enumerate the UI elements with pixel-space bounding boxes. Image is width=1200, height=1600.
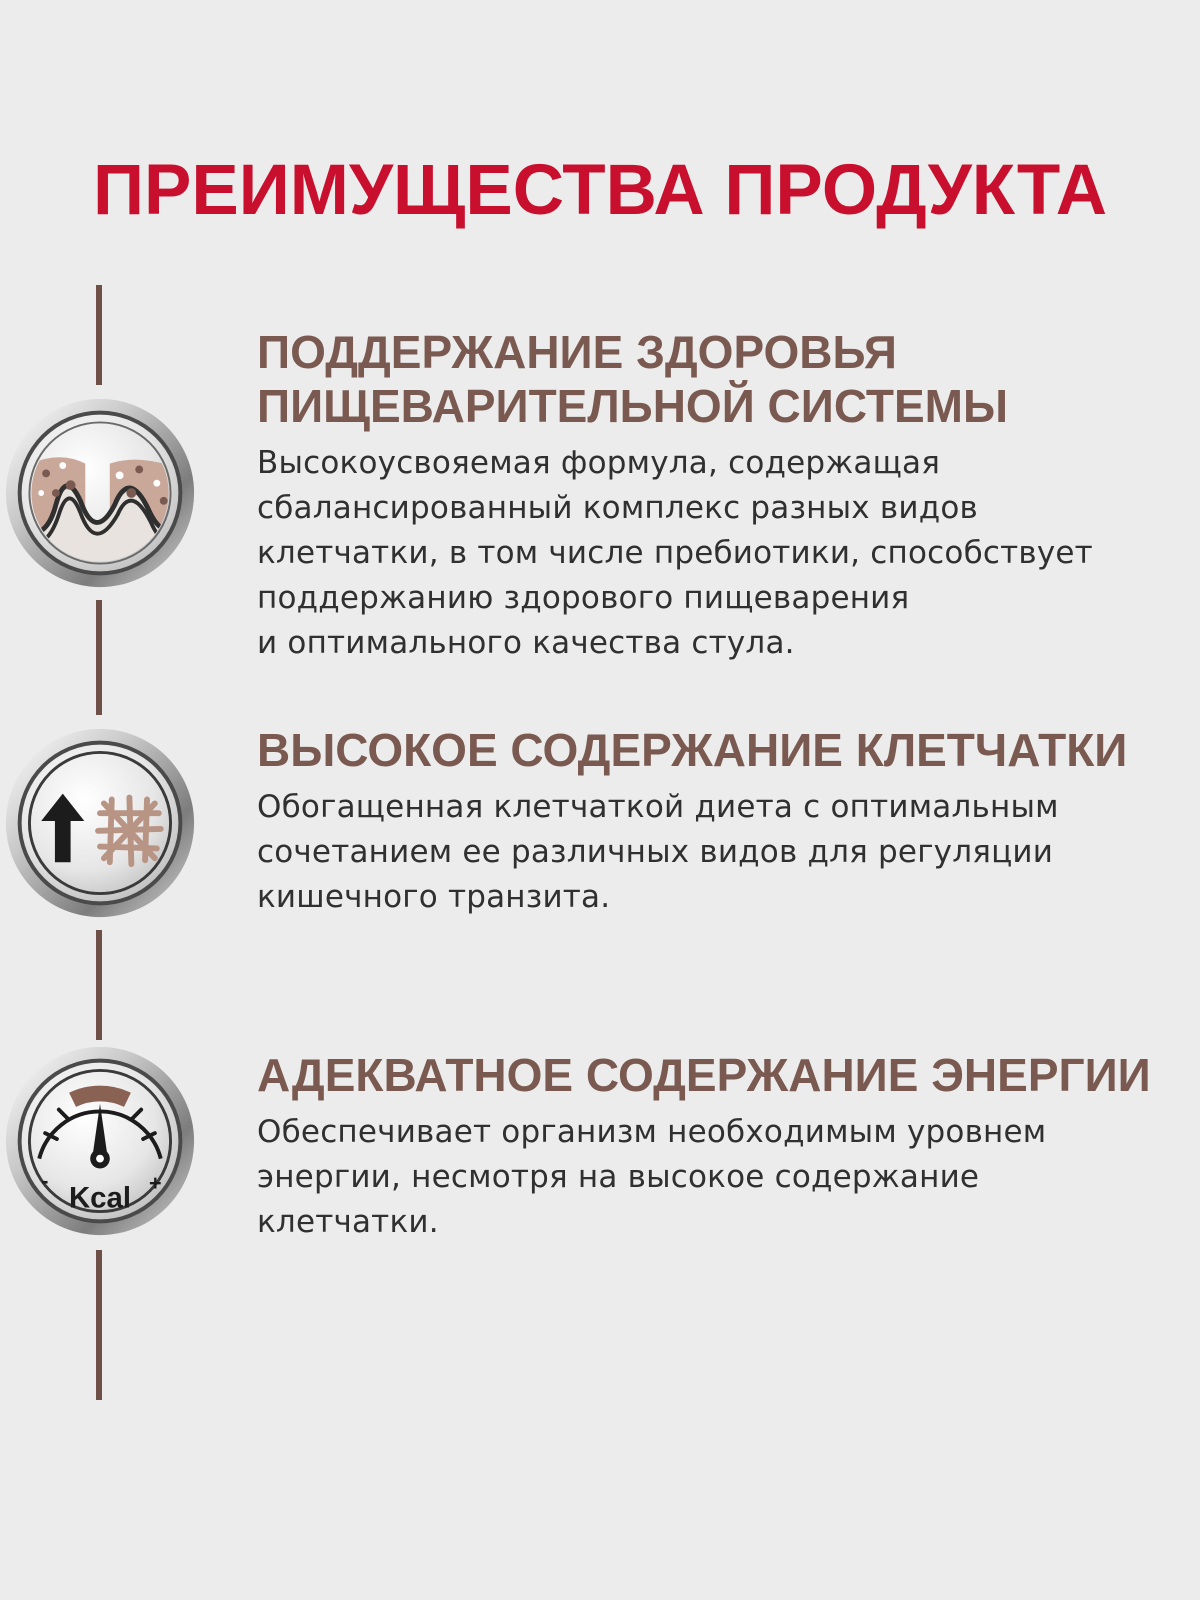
timeline-line [96, 1250, 102, 1400]
page-title: ПРЕИМУЩЕСТВА ПРОДУКТА [92, 151, 1108, 230]
timeline-line [96, 930, 102, 1040]
digestion-wave-icon [2, 395, 198, 591]
feature-heading-line: ВЫСОКОЕ СОДЕРЖАНИЕ КЛЕТЧАТКИ [257, 724, 1128, 776]
feature-heading-line: АДЕКВАТНОЕ СОДЕРЖАНИЕ ЭНЕРГИИ [257, 1049, 1151, 1101]
feature-heading-line: ПОДДЕРЖАНИЕ ЗДОРОВЬЯ [257, 326, 897, 378]
feature-digestive-health [257, 325, 1197, 666]
feature-description: Обеспечивает организм необходимым уровнем энергии, несмотря на высокое содержание клетчатки. [257, 1114, 1047, 1240]
feature-high-fiber [257, 723, 1197, 920]
gauge-plus-label: + [149, 1170, 162, 1195]
timeline-line [96, 285, 102, 385]
feature-adequate-energy [257, 1048, 1197, 1245]
kcal-gauge-icon [2, 1043, 198, 1239]
timeline-line [96, 600, 102, 715]
feature-heading-line: ПИЩЕВАРИТЕЛЬНОЙ СИСТЕМЫ [257, 380, 1009, 432]
feature-heading [257, 325, 1197, 433]
feature-heading [257, 723, 1197, 777]
feature-description: Обогащенная клетчаткой диета с оптимальным сочетанием ее различных видов для регуляции кишечного транзита. [257, 789, 1059, 915]
kcal-label: Kcal [68, 1181, 132, 1215]
feature-description: Высокоусвояемая формула, содержащая сбалансированный комплекс разных видов клетчатки, в том числе пребиотики, способствует поддержанию здорового пищеварения и оптимального качества стула. [257, 445, 1093, 661]
gauge-minus-label: - [41, 1168, 49, 1194]
fiber-up-arrow-icon [2, 725, 198, 921]
feature-heading [257, 1048, 1197, 1102]
